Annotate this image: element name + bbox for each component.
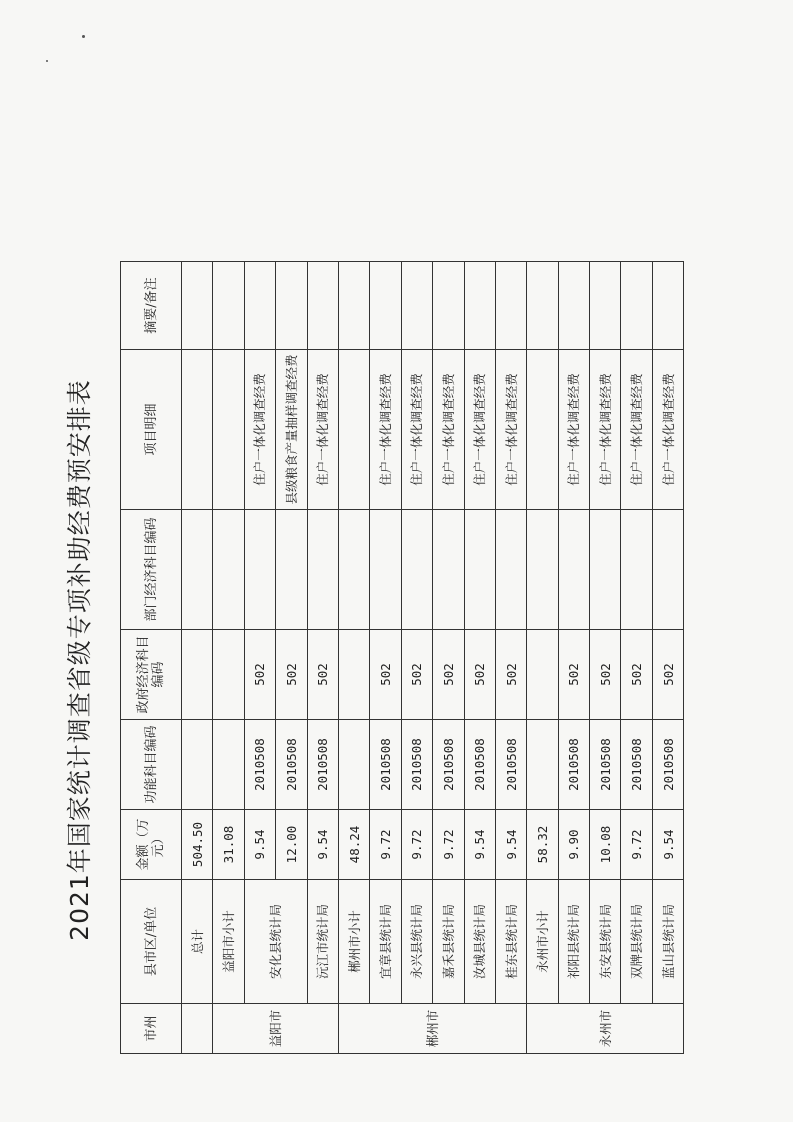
func-code-cell: 2010508 <box>621 720 652 810</box>
amount-cell: 9.54 <box>652 810 683 880</box>
gov-code-cell: 502 <box>652 630 683 720</box>
table-row-subtotal <box>338 262 369 1054</box>
table-row <box>495 262 526 1054</box>
dept-code-cell <box>307 510 338 630</box>
dept-code-cell <box>558 510 589 630</box>
func-code-cell: 2010508 <box>590 720 621 810</box>
dept-code-cell <box>527 510 558 630</box>
item-cell: 住户一体化调查经费 <box>590 350 621 510</box>
remark-cell <box>621 262 652 350</box>
unit-cell: 宜章县统计局 <box>370 880 401 1004</box>
table-row <box>590 262 621 1054</box>
amount-cell: 9.72 <box>401 810 432 880</box>
gov-code-cell <box>527 630 558 720</box>
dept-code-cell <box>464 510 495 630</box>
amount-cell: 31.08 <box>213 810 244 880</box>
item-cell: 住户一体化调查经费 <box>244 350 275 510</box>
dept-code-cell <box>590 510 621 630</box>
dept-code-cell <box>621 510 652 630</box>
dept-code-cell <box>276 510 307 630</box>
amount-cell: 9.54 <box>464 810 495 880</box>
table-row-subtotal <box>213 262 244 1054</box>
dept-code-cell <box>244 510 275 630</box>
gov-code-cell: 502 <box>590 630 621 720</box>
gov-code-cell <box>338 630 369 720</box>
unit-cell: 桂东县统计局 <box>495 880 526 1004</box>
city-cell: 永州市 <box>527 1004 684 1054</box>
header-func-code: 功能科目编码 <box>121 720 182 810</box>
func-code-cell: 2010508 <box>495 720 526 810</box>
unit-cell: 东安县统计局 <box>590 880 621 1004</box>
table-row <box>652 262 683 1054</box>
item-cell: 县级粮食产量抽样调查经费 <box>276 350 307 510</box>
remark-cell <box>590 262 621 350</box>
amount-cell: 9.54 <box>307 810 338 880</box>
scan-speck <box>82 35 85 38</box>
header-gov-code: 政府经济科目编码 <box>121 630 182 720</box>
gov-code-cell: 502 <box>307 630 338 720</box>
item-cell <box>213 350 244 510</box>
item-cell <box>338 350 369 510</box>
dept-code-cell <box>338 510 369 630</box>
remark-cell <box>401 262 432 350</box>
amount-cell: 9.90 <box>558 810 589 880</box>
func-code-cell <box>338 720 369 810</box>
table-row-total <box>182 262 213 1054</box>
unit-cell: 汝城县统计局 <box>464 880 495 1004</box>
table-row <box>244 262 275 1054</box>
dept-code-cell <box>401 510 432 630</box>
table-row-subtotal <box>527 262 558 1054</box>
remark-cell <box>652 262 683 350</box>
remark-cell <box>244 262 275 350</box>
item-cell: 住户一体化调查经费 <box>401 350 432 510</box>
amount-cell: 10.08 <box>590 810 621 880</box>
unit-cell: 益阳市小计 <box>213 880 244 1004</box>
func-code-cell: 2010508 <box>370 720 401 810</box>
item-cell: 住户一体化调查经费 <box>495 350 526 510</box>
city-cell-empty <box>182 1004 213 1054</box>
table-row <box>307 262 338 1054</box>
item-cell: 住户一体化调查经费 <box>370 350 401 510</box>
remark-cell <box>276 262 307 350</box>
gov-code-cell: 502 <box>621 630 652 720</box>
amount-cell: 9.72 <box>433 810 464 880</box>
func-code-cell <box>527 720 558 810</box>
dept-code-cell <box>495 510 526 630</box>
city-cell: 郴州市 <box>338 1004 526 1054</box>
func-code-cell: 2010508 <box>244 720 275 810</box>
remark-cell <box>182 262 213 350</box>
item-cell: 住户一体化调查经费 <box>558 350 589 510</box>
func-code-cell: 2010508 <box>276 720 307 810</box>
func-code-cell: 2010508 <box>401 720 432 810</box>
gov-code-cell: 502 <box>433 630 464 720</box>
item-cell <box>527 350 558 510</box>
unit-cell: 沅江市统计局 <box>307 880 338 1004</box>
gov-code-cell <box>213 630 244 720</box>
func-code-cell <box>213 720 244 810</box>
amount-cell: 12.00 <box>276 810 307 880</box>
table-row <box>464 262 495 1054</box>
header-amount: 金额（万元） <box>121 810 182 880</box>
gov-code-cell <box>182 630 213 720</box>
header-city: 市州 <box>121 1004 182 1054</box>
remark-cell <box>433 262 464 350</box>
func-code-cell: 2010508 <box>558 720 589 810</box>
unit-cell: 安化县统计局 <box>244 880 307 1004</box>
unit-cell: 祁阳县统计局 <box>558 880 589 1004</box>
amount-cell: 504.50 <box>182 810 213 880</box>
unit-cell: 郴州市小计 <box>338 880 369 1004</box>
func-code-cell: 2010508 <box>433 720 464 810</box>
dept-code-cell <box>182 510 213 630</box>
remark-cell <box>464 262 495 350</box>
remark-cell <box>370 262 401 350</box>
unit-cell: 双牌县统计局 <box>621 880 652 1004</box>
header-item: 项目明细 <box>121 350 182 510</box>
dept-code-cell <box>652 510 683 630</box>
unit-cell: 总计 <box>182 880 213 1004</box>
amount-cell: 9.54 <box>495 810 526 880</box>
city-cell: 益阳市 <box>213 1004 339 1054</box>
gov-code-cell: 502 <box>244 630 275 720</box>
amount-cell: 9.54 <box>244 810 275 880</box>
unit-cell: 蓝山县统计局 <box>652 880 683 1004</box>
func-code-cell: 2010508 <box>652 720 683 810</box>
document-title: 2021年国家统计调查省级专项补助经费预安排表 <box>65 379 94 941</box>
func-code-cell <box>182 720 213 810</box>
dept-code-cell <box>213 510 244 630</box>
func-code-cell: 2010508 <box>464 720 495 810</box>
dept-code-cell <box>370 510 401 630</box>
table-row <box>558 262 589 1054</box>
table-row <box>370 262 401 1054</box>
unit-cell: 永兴县统计局 <box>401 880 432 1004</box>
table-row <box>401 262 432 1054</box>
amount-cell: 58.32 <box>527 810 558 880</box>
header-row <box>121 262 182 1054</box>
unit-cell: 永州市小计 <box>527 880 558 1004</box>
remark-cell <box>527 262 558 350</box>
func-code-cell: 2010508 <box>307 720 338 810</box>
remark-cell <box>495 262 526 350</box>
item-cell: 住户一体化调查经费 <box>433 350 464 510</box>
item-cell: 住户一体化调查经费 <box>621 350 652 510</box>
remark-cell <box>307 262 338 350</box>
budget-table <box>120 261 684 1054</box>
header-remark: 摘要/备注 <box>121 262 182 350</box>
table-row <box>621 262 652 1054</box>
dept-code-cell <box>433 510 464 630</box>
gov-code-cell: 502 <box>276 630 307 720</box>
item-cell <box>182 350 213 510</box>
header-dept-code: 部门经济科目编码 <box>121 510 182 630</box>
remark-cell <box>213 262 244 350</box>
header-unit: 县市区/单位 <box>121 880 182 1004</box>
rotated-document <box>58 260 698 1060</box>
amount-cell: 9.72 <box>370 810 401 880</box>
gov-code-cell: 502 <box>495 630 526 720</box>
gov-code-cell: 502 <box>558 630 589 720</box>
item-cell: 住户一体化调查经费 <box>464 350 495 510</box>
amount-cell: 9.72 <box>621 810 652 880</box>
unit-cell: 嘉禾县统计局 <box>433 880 464 1004</box>
gov-code-cell: 502 <box>464 630 495 720</box>
scan-speck <box>46 60 48 62</box>
table-row <box>433 262 464 1054</box>
gov-code-cell: 502 <box>401 630 432 720</box>
item-cell: 住户一体化调查经费 <box>652 350 683 510</box>
remark-cell <box>558 262 589 350</box>
amount-cell: 48.24 <box>338 810 369 880</box>
gov-code-cell: 502 <box>370 630 401 720</box>
remark-cell <box>338 262 369 350</box>
item-cell: 住户一体化调查经费 <box>307 350 338 510</box>
